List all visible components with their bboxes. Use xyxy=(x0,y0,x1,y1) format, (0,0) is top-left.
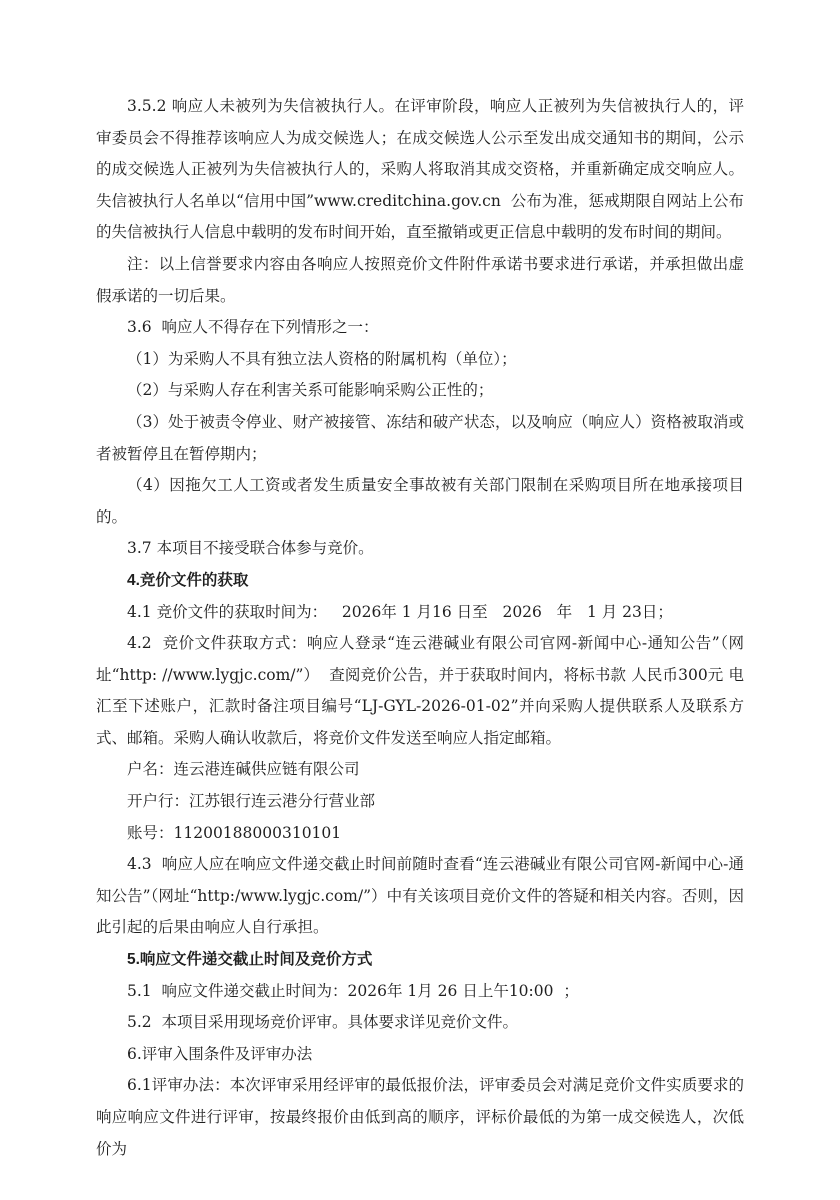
section-4-heading: 4.竞价文件的获取 xyxy=(127,571,249,589)
section-5-heading: 5.响应文件递交截止时间及竞价方式 xyxy=(127,951,373,969)
document-body xyxy=(96,91,744,1165)
clause-5-1: 5.1 响应文件递交截止时间为：2026年 1月 26 日上午10:00 ； xyxy=(127,981,579,1000)
account-number-line: 账号：11200188000310101 xyxy=(127,823,342,842)
clause-3-6-item-2: （2）与采购人存在利害关系可能影响采购公正性的； xyxy=(127,381,494,400)
clause-3-7: 3.7 本项目不接受联合体参与竞价。 xyxy=(127,539,374,558)
section-6-heading: 6.评审入围条件及评审办法 xyxy=(127,1044,313,1063)
clause-5-2: 5.2 本项目采用现场竞价评审。具体要求详见竞价文件。 xyxy=(127,1013,519,1032)
clause-4-2: 4.2 竞价文件获取方式：响应人登录“连云港碱业有限公司官网-新闻中心-通知公告”（网址“http: //www.lygjc.com/”） 查阅竞价公告，并于获取时间内，将标书款 人民币300元 电汇至下述账户，汇款时备注项目编号“LJ-GYL-2026-01-02”并向采购人提供联系人及联系方式、邮箱。采购人确认收款后，将竞价文件发送至响应人指定邮箱。 xyxy=(96,634,744,747)
clause-3-6-item-1: （1）为采购人不具有独立法人资格的附属机构（单位）； xyxy=(127,349,517,368)
clause-3-5-2: 3.5.2 响应人未被列为失信被执行人。在评审阶段，响应人正被列为失信被执行人的，评审委员会不得推荐该响应人为成交候选人；在成交候选人公示至发出成交通知书的期间，公示的成交候选人正被列为失信被执行人的，采购人将取消其成交资格，并重新确定成交响应人。失信被执行人名单以“信用中国”www.creditchina.gov.cn 公布为准，惩戒期限自网站上公布的失信被执行人信息中载明的发布时间开始，直至撤销或更正信息中载明的发布时间的期间。 xyxy=(96,97,744,242)
clause-4-3: 4.3 响应人应在响应文件递交截止时间前随时查看“连云港碱业有限公司官网-新闻中心-通知公告”（网址“http:/www.lygjc.com/”）中有关该项目竞价文件的答疑和相关内容。否则，因此引起的后果由响应人自行承担。 xyxy=(96,855,744,937)
clause-6-1: 6.1评审办法：本次评审采用经评审的最低报价法，评审委员会对满足竞价文件实质要求的响应响应文件进行评审，按最终报价由低到高的顺序，评标价最低的为第一成交候选人，次低价为 xyxy=(96,1076,744,1158)
clause-3-6: 3.6 响应人不得存在下列情形之一： xyxy=(127,318,379,337)
account-name-line: 户名：连云港连碱供应链有限公司 xyxy=(127,760,360,779)
clause-4-1: 4.1 竞价文件的获取时间为： 2026年 1 月16 日至 2026 年 1 月 23日； xyxy=(127,602,673,621)
clause-3-6-item-3: （3）处于被责令停业、财产被接管、冻结和破产状态，以及响应（响应人）资格被取消或者被暂停且在暂停期内； xyxy=(96,412,744,463)
clause-3-6-item-4: （4）因拖欠工人工资或者发生质量安全事故被有关部门限制在采购项目所在地承接项目的。 xyxy=(96,476,744,526)
bank-name-line: 开户行：江苏银行连云港分行营业部 xyxy=(127,792,376,811)
credit-note: 注：以上信誉要求内容由各响应人按照竞价文件附件承诺书要求进行承诺，并承担做出虚假承诺的一切后果。 xyxy=(96,254,744,305)
